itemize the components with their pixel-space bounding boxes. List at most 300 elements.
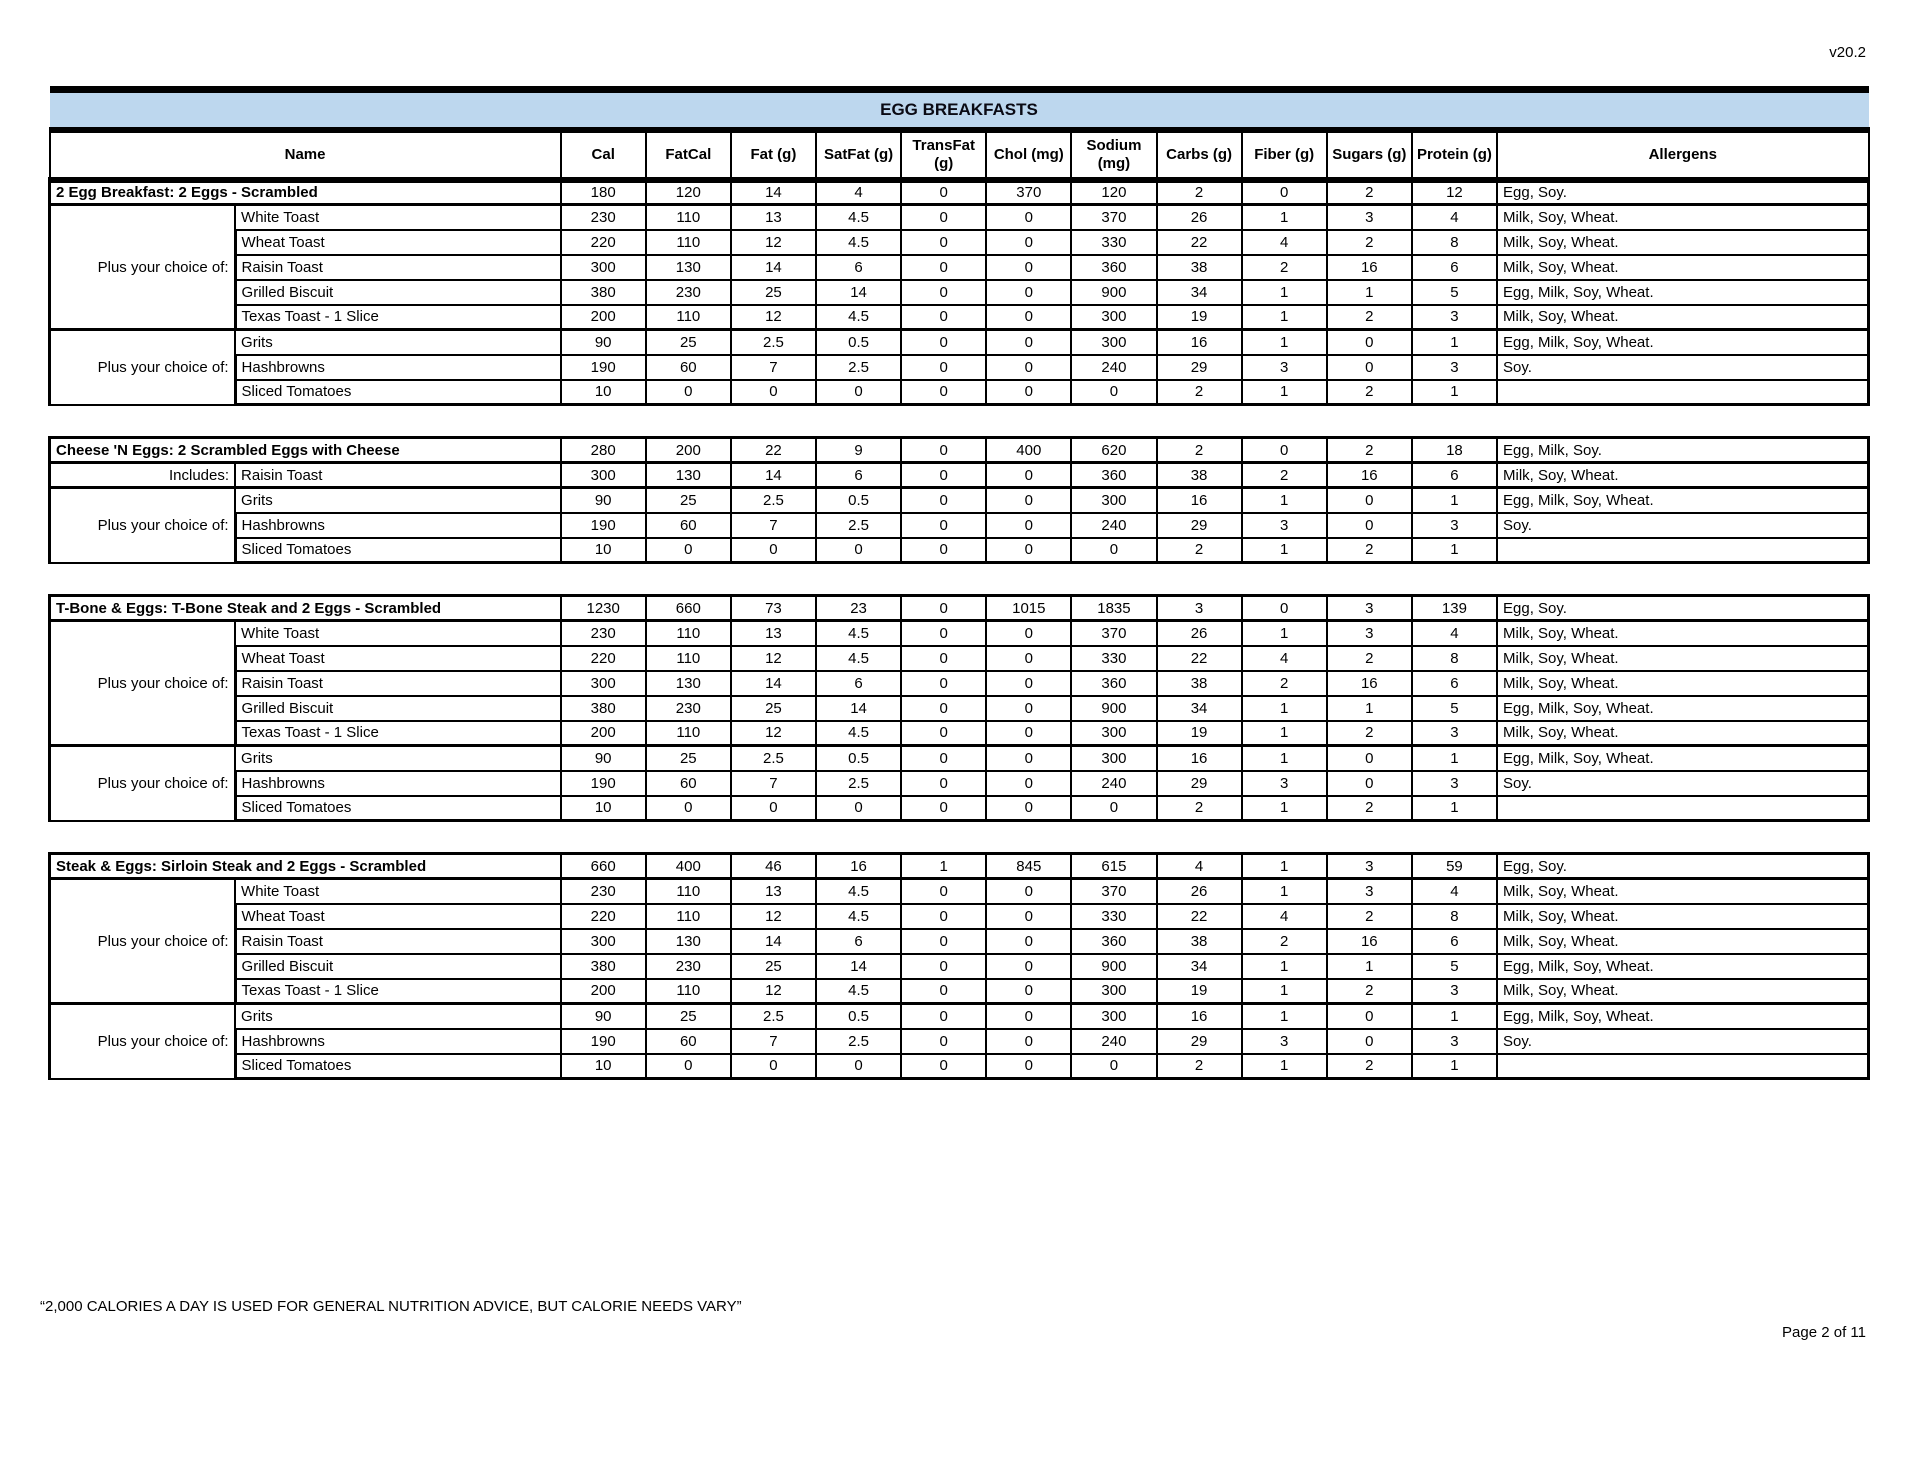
nutrient-value: 0 — [901, 180, 986, 205]
item-row — [50, 746, 1869, 771]
nutrient-value: 3 — [1412, 771, 1497, 796]
column-header-allergens: Allergens — [1497, 130, 1869, 180]
menu-section — [50, 854, 1869, 1079]
nutrient-value: 0 — [901, 305, 986, 330]
allergens-cell: Milk, Soy, Wheat. — [1497, 646, 1869, 671]
nutrient-value: 22 — [1157, 904, 1242, 929]
nutrient-value: 0.5 — [816, 746, 901, 771]
section-name: 2 Egg Breakfast: 2 Eggs - Scrambled — [50, 180, 561, 205]
nutrient-value: 2 — [1327, 646, 1412, 671]
nutrient-value: 360 — [1071, 255, 1156, 280]
nutrient-value: 0 — [986, 771, 1071, 796]
item-name: Hashbrowns — [235, 771, 561, 796]
nutrient-value: 14 — [816, 954, 901, 979]
item-name: Wheat Toast — [235, 646, 561, 671]
nutrient-value: 0 — [986, 1054, 1071, 1079]
nutrient-value: 2 — [1327, 380, 1412, 405]
nutrient-value: 4 — [1157, 854, 1242, 879]
item-row — [50, 513, 1869, 538]
nutrient-value: 110 — [646, 646, 731, 671]
nutrient-value: 1 — [1412, 796, 1497, 821]
nutrient-value: 1 — [1242, 1004, 1327, 1029]
item-name: Grits — [235, 488, 561, 513]
nutrient-value: 38 — [1157, 671, 1242, 696]
nutrient-value: 3 — [1327, 596, 1412, 621]
nutrient-value: 5 — [1412, 696, 1497, 721]
nutrient-value: 0 — [986, 746, 1071, 771]
nutrient-value: 300 — [1071, 979, 1156, 1004]
nutrient-value: 0 — [901, 513, 986, 538]
item-row — [50, 721, 1869, 746]
nutrient-value: 0 — [901, 646, 986, 671]
nutrient-value: 110 — [646, 621, 731, 646]
nutrient-value: 0 — [986, 646, 1071, 671]
nutrient-value: 130 — [646, 671, 731, 696]
nutrient-value: 0 — [901, 205, 986, 230]
nutrient-value: 60 — [646, 513, 731, 538]
nutrient-value: 6 — [1412, 255, 1497, 280]
nutrient-value: 6 — [816, 929, 901, 954]
nutrient-value: 14 — [731, 929, 816, 954]
nutrient-value: 0 — [986, 671, 1071, 696]
nutrient-value: 10 — [561, 380, 646, 405]
nutrient-value: 8 — [1412, 646, 1497, 671]
nutrient-value: 5 — [1412, 280, 1497, 305]
nutrient-value: 330 — [1071, 904, 1156, 929]
item-name: Texas Toast - 1 Slice — [235, 721, 561, 746]
item-row — [50, 230, 1869, 255]
allergens-cell: Soy. — [1497, 513, 1869, 538]
nutrient-value: 380 — [561, 280, 646, 305]
nutrient-value: 0 — [1327, 1004, 1412, 1029]
nutrient-value: 0 — [986, 205, 1071, 230]
nutrient-value: 16 — [1157, 746, 1242, 771]
item-name: Raisin Toast — [235, 463, 561, 488]
nutrient-value: 280 — [561, 438, 646, 463]
nutrient-value: 6 — [1412, 671, 1497, 696]
nutrient-value: 300 — [561, 671, 646, 696]
item-name: Grits — [235, 330, 561, 355]
item-row — [50, 255, 1869, 280]
document-page — [40, 0, 1870, 1341]
nutrient-value: 2.5 — [816, 513, 901, 538]
nutrient-value: 0 — [986, 879, 1071, 904]
nutrient-value: 1 — [1327, 280, 1412, 305]
allergens-cell: Egg, Milk, Soy, Wheat. — [1497, 954, 1869, 979]
nutrient-value: 1 — [1242, 696, 1327, 721]
nutrient-value: 3 — [1412, 979, 1497, 1004]
section-name: Steak & Eggs: Sirloin Steak and 2 Eggs - Scrambled — [50, 854, 561, 879]
nutrient-value: 2 — [1327, 538, 1412, 563]
nutrient-value: 0 — [901, 1054, 986, 1079]
nutrient-value: 1 — [1242, 954, 1327, 979]
nutrient-value: 25 — [646, 746, 731, 771]
item-name: Grits — [235, 746, 561, 771]
nutrient-value: 1 — [1412, 746, 1497, 771]
nutrient-value: 1015 — [986, 596, 1071, 621]
section-gap — [50, 563, 1869, 596]
nutrient-value: 1 — [1412, 1004, 1497, 1029]
nutrient-value: 200 — [646, 438, 731, 463]
column-header-transfat-g: TransFat (g) — [901, 130, 986, 180]
nutrient-value: 25 — [646, 330, 731, 355]
nutrient-value: 0 — [1242, 438, 1327, 463]
item-row — [50, 621, 1869, 646]
item-name: White Toast — [235, 621, 561, 646]
nutrient-value: 300 — [561, 255, 646, 280]
nutrient-value: 230 — [561, 205, 646, 230]
nutrient-value: 0 — [986, 796, 1071, 821]
nutrient-value: 14 — [731, 180, 816, 205]
nutrient-value: 900 — [1071, 280, 1156, 305]
nutrient-value: 12 — [731, 230, 816, 255]
nutrition-table — [48, 86, 1870, 1080]
nutrient-value: 2 — [1327, 721, 1412, 746]
nutrient-value: 110 — [646, 904, 731, 929]
nutrient-value: 14 — [731, 671, 816, 696]
nutrient-value: 3 — [1242, 771, 1327, 796]
nutrient-value: 22 — [1157, 646, 1242, 671]
nutrient-value: 110 — [646, 721, 731, 746]
section-gap-cell — [50, 563, 1869, 596]
nutrient-value: 1 — [1242, 721, 1327, 746]
column-header-satfat-g: SatFat (g) — [816, 130, 901, 180]
nutrient-value: 9 — [816, 438, 901, 463]
nutrient-value: 2 — [1242, 929, 1327, 954]
item-name: Wheat Toast — [235, 230, 561, 255]
nutrient-value: 10 — [561, 538, 646, 563]
allergens-cell — [1497, 538, 1869, 563]
nutrient-value: 2 — [1327, 1054, 1412, 1079]
nutrient-value: 0 — [646, 796, 731, 821]
page-number: Page 2 of 11 — [1782, 1324, 1866, 1341]
nutrient-value: 1 — [1412, 538, 1497, 563]
nutrient-value: 3 — [1327, 879, 1412, 904]
nutrient-value: 3 — [1242, 355, 1327, 380]
nutrient-value: 16 — [1157, 488, 1242, 513]
nutrient-value: 0 — [816, 538, 901, 563]
nutrient-value: 12 — [731, 646, 816, 671]
page-footer — [40, 1298, 1870, 1341]
allergens-cell: Milk, Soy, Wheat. — [1497, 929, 1869, 954]
nutrient-value: 2 — [1327, 979, 1412, 1004]
nutrient-value: 2 — [1157, 380, 1242, 405]
nutrient-value: 615 — [1071, 854, 1156, 879]
allergens-cell: Milk, Soy, Wheat. — [1497, 721, 1869, 746]
nutrient-value: 0 — [986, 904, 1071, 929]
column-header-protein-g: Protein (g) — [1412, 130, 1497, 180]
nutrient-value: 14 — [816, 280, 901, 305]
nutrient-value: 0 — [1327, 330, 1412, 355]
nutrient-value: 26 — [1157, 621, 1242, 646]
item-name: Grilled Biscuit — [235, 696, 561, 721]
nutrient-value: 1 — [1242, 879, 1327, 904]
nutrient-value: 120 — [646, 180, 731, 205]
allergens-cell: Egg, Soy. — [1497, 180, 1869, 205]
nutrient-value: 0 — [901, 979, 986, 1004]
nutrient-value: 0 — [1242, 596, 1327, 621]
nutrient-value: 190 — [561, 1029, 646, 1054]
nutrient-value: 0 — [731, 538, 816, 563]
menu-section — [50, 180, 1869, 405]
nutrient-value: 0 — [901, 463, 986, 488]
column-header-fiber-g: Fiber (g) — [1242, 130, 1327, 180]
nutrient-value: 1 — [1242, 854, 1327, 879]
nutrient-value: 25 — [731, 954, 816, 979]
nutrient-value: 300 — [1071, 330, 1156, 355]
nutrient-value: 0 — [1242, 180, 1327, 205]
group-label: Plus your choice of: — [50, 1004, 236, 1079]
nutrient-value: 1 — [1242, 538, 1327, 563]
nutrient-value: 0 — [816, 796, 901, 821]
item-name: White Toast — [235, 879, 561, 904]
item-name: Grilled Biscuit — [235, 280, 561, 305]
allergens-cell: Milk, Soy, Wheat. — [1497, 230, 1869, 255]
calorie-disclaimer: “2,000 CALORIES A DAY IS USED FOR GENERAL NUTRITION ADVICE, BUT CALORIE NEEDS VARY” — [40, 1298, 742, 1315]
nutrient-value: 0 — [901, 1004, 986, 1029]
nutrient-value: 13 — [731, 205, 816, 230]
item-row — [50, 330, 1869, 355]
menu-section — [50, 596, 1869, 821]
nutrient-value: 29 — [1157, 355, 1242, 380]
nutrient-value: 12 — [731, 904, 816, 929]
nutrient-value: 330 — [1071, 230, 1156, 255]
nutrient-value: 1 — [1242, 330, 1327, 355]
nutrient-value: 34 — [1157, 280, 1242, 305]
nutrient-value: 90 — [561, 488, 646, 513]
column-header-cal: Cal — [561, 130, 646, 180]
item-name: Grits — [235, 1004, 561, 1029]
nutrient-value: 139 — [1412, 596, 1497, 621]
nutrient-value: 0 — [986, 954, 1071, 979]
allergens-cell — [1497, 1054, 1869, 1079]
column-header-chol-mg: Chol (mg) — [986, 130, 1071, 180]
nutrient-value: 0 — [986, 380, 1071, 405]
nutrient-value: 2.5 — [816, 771, 901, 796]
allergens-cell: Egg, Milk, Soy, Wheat. — [1497, 746, 1869, 771]
allergens-cell: Milk, Soy, Wheat. — [1497, 305, 1869, 330]
nutrient-value: 10 — [561, 796, 646, 821]
nutrient-value: 13 — [731, 621, 816, 646]
nutrient-value: 13 — [731, 879, 816, 904]
nutrient-value: 2.5 — [731, 746, 816, 771]
nutrient-value: 900 — [1071, 954, 1156, 979]
nutrient-value: 3 — [1412, 1029, 1497, 1054]
nutrient-value: 0 — [901, 596, 986, 621]
nutrient-value: 300 — [561, 463, 646, 488]
nutrient-value: 380 — [561, 954, 646, 979]
nutrient-value: 38 — [1157, 255, 1242, 280]
nutrient-value: 6 — [1412, 929, 1497, 954]
item-row — [50, 305, 1869, 330]
item-row — [50, 205, 1869, 230]
allergens-cell: Egg, Soy. — [1497, 854, 1869, 879]
nutrient-value: 12 — [1412, 180, 1497, 205]
nutrient-value: 220 — [561, 904, 646, 929]
allergens-cell: Milk, Soy, Wheat. — [1497, 463, 1869, 488]
nutrient-value: 0 — [901, 954, 986, 979]
nutrient-value: 240 — [1071, 771, 1156, 796]
nutrient-value: 1 — [1412, 488, 1497, 513]
nutrient-value: 6 — [1412, 463, 1497, 488]
nutrient-value: 0 — [986, 355, 1071, 380]
nutrient-value: 1 — [1412, 330, 1497, 355]
nutrient-value: 3 — [1412, 513, 1497, 538]
page-title: EGG BREAKFASTS — [50, 90, 1869, 130]
nutrient-value: 0 — [901, 721, 986, 746]
item-row — [50, 355, 1869, 380]
nutrient-value: 1 — [1242, 979, 1327, 1004]
item-name: Sliced Tomatoes — [235, 796, 561, 821]
nutrient-value: 4 — [1412, 205, 1497, 230]
nutrient-value: 3 — [1327, 205, 1412, 230]
nutrient-value: 370 — [986, 180, 1071, 205]
item-name: Raisin Toast — [235, 671, 561, 696]
nutrient-value: 26 — [1157, 205, 1242, 230]
group-label: Plus your choice of: — [50, 621, 236, 746]
item-name: Sliced Tomatoes — [235, 380, 561, 405]
section-gap — [50, 405, 1869, 438]
allergens-cell: Milk, Soy, Wheat. — [1497, 671, 1869, 696]
nutrient-value: 4.5 — [816, 305, 901, 330]
nutrient-value: 0 — [1327, 513, 1412, 538]
nutrient-value: 90 — [561, 1004, 646, 1029]
nutrient-value: 0 — [1071, 380, 1156, 405]
nutrient-value: 110 — [646, 205, 731, 230]
item-row — [50, 954, 1869, 979]
item-row — [50, 488, 1869, 513]
nutrient-value: 0 — [986, 538, 1071, 563]
nutrient-value: 0 — [901, 746, 986, 771]
nutrient-value: 300 — [1071, 1004, 1156, 1029]
nutrient-value: 0 — [901, 438, 986, 463]
column-header-carbs-g: Carbs (g) — [1157, 130, 1242, 180]
nutrient-value: 0 — [986, 255, 1071, 280]
nutrient-value: 0 — [901, 929, 986, 954]
nutrient-value: 180 — [561, 180, 646, 205]
nutrient-value: 300 — [1071, 746, 1156, 771]
item-name: Hashbrowns — [235, 355, 561, 380]
nutrient-value: 0 — [901, 355, 986, 380]
allergens-cell: Milk, Soy, Wheat. — [1497, 979, 1869, 1004]
nutrient-value: 12 — [731, 305, 816, 330]
nutrient-value: 4.5 — [816, 230, 901, 255]
menu-section — [50, 438, 1869, 563]
nutrient-value: 370 — [1071, 205, 1156, 230]
nutrient-value: 0 — [986, 488, 1071, 513]
nutrient-value: 360 — [1071, 463, 1156, 488]
nutrient-value: 2 — [1327, 796, 1412, 821]
nutrient-value: 240 — [1071, 513, 1156, 538]
allergens-cell: Milk, Soy, Wheat. — [1497, 255, 1869, 280]
nutrient-value: 4 — [1242, 646, 1327, 671]
item-name: White Toast — [235, 205, 561, 230]
nutrient-value: 0 — [986, 280, 1071, 305]
nutrient-value: 34 — [1157, 954, 1242, 979]
item-row — [50, 1004, 1869, 1029]
nutrient-value: 330 — [1071, 646, 1156, 671]
section-gap — [50, 821, 1869, 854]
nutrient-value: 7 — [731, 355, 816, 380]
nutrient-value: 10 — [561, 1054, 646, 1079]
nutrient-value: 230 — [561, 621, 646, 646]
nutrient-value: 38 — [1157, 463, 1242, 488]
nutrient-value: 300 — [1071, 305, 1156, 330]
nutrient-value: 130 — [646, 255, 731, 280]
nutrient-value: 1 — [1242, 796, 1327, 821]
nutrient-value: 5 — [1412, 954, 1497, 979]
allergens-cell: Soy. — [1497, 355, 1869, 380]
nutrient-value: 38 — [1157, 929, 1242, 954]
nutrient-value: 2 — [1157, 1054, 1242, 1079]
allergens-cell: Milk, Soy, Wheat. — [1497, 904, 1869, 929]
item-row — [50, 929, 1869, 954]
nutrient-value: 6 — [816, 671, 901, 696]
allergens-cell: Egg, Milk, Soy, Wheat. — [1497, 280, 1869, 305]
allergens-cell: Milk, Soy, Wheat. — [1497, 205, 1869, 230]
nutrient-value: 3 — [1412, 355, 1497, 380]
item-row — [50, 904, 1869, 929]
nutrient-value: 1230 — [561, 596, 646, 621]
column-header-name: Name — [50, 130, 561, 180]
nutrient-value: 16 — [1327, 929, 1412, 954]
nutrient-value: 1 — [1242, 488, 1327, 513]
nutrient-value: 200 — [561, 305, 646, 330]
nutrient-value: 660 — [646, 596, 731, 621]
nutrient-value: 0 — [1071, 796, 1156, 821]
section-header-row — [50, 596, 1869, 621]
nutrient-value: 2.5 — [731, 1004, 816, 1029]
nutrient-value: 240 — [1071, 1029, 1156, 1054]
nutrient-value: 3 — [1242, 513, 1327, 538]
group-label: Plus your choice of: — [50, 488, 236, 563]
section-name: T-Bone & Eggs: T-Bone Steak and 2 Eggs - Scrambled — [50, 596, 561, 621]
nutrient-value: 400 — [646, 854, 731, 879]
nutrient-value: 1 — [901, 854, 986, 879]
item-row — [50, 380, 1869, 405]
item-name: Sliced Tomatoes — [235, 1054, 561, 1079]
allergens-cell: Egg, Milk, Soy, Wheat. — [1497, 696, 1869, 721]
allergens-cell: Egg, Milk, Soy, Wheat. — [1497, 1004, 1869, 1029]
nutrient-value: 3 — [1412, 721, 1497, 746]
nutrient-value: 60 — [646, 355, 731, 380]
nutrient-value: 29 — [1157, 513, 1242, 538]
nutrient-value: 0 — [731, 380, 816, 405]
nutrient-value: 845 — [986, 854, 1071, 879]
nutrient-value: 370 — [1071, 621, 1156, 646]
nutrient-value: 2 — [1157, 796, 1242, 821]
nutrient-value: 110 — [646, 879, 731, 904]
item-row — [50, 463, 1869, 488]
nutrient-value: 1 — [1327, 696, 1412, 721]
nutrient-value: 16 — [1327, 671, 1412, 696]
nutrient-value: 130 — [646, 929, 731, 954]
nutrient-value: 0 — [901, 230, 986, 255]
nutrient-value: 0 — [986, 979, 1071, 1004]
nutrient-value: 190 — [561, 771, 646, 796]
nutrient-value: 0 — [986, 330, 1071, 355]
nutrient-value: 240 — [1071, 355, 1156, 380]
nutrient-value: 4.5 — [816, 621, 901, 646]
nutrient-value: 0 — [1327, 1029, 1412, 1054]
nutrient-value: 4 — [1412, 879, 1497, 904]
allergens-cell: Egg, Milk, Soy, Wheat. — [1497, 330, 1869, 355]
group-label: Includes: — [50, 463, 236, 488]
nutrient-value: 16 — [1157, 330, 1242, 355]
nutrient-value: 0 — [901, 330, 986, 355]
nutrient-value: 2 — [1327, 230, 1412, 255]
nutrient-value: 23 — [816, 596, 901, 621]
